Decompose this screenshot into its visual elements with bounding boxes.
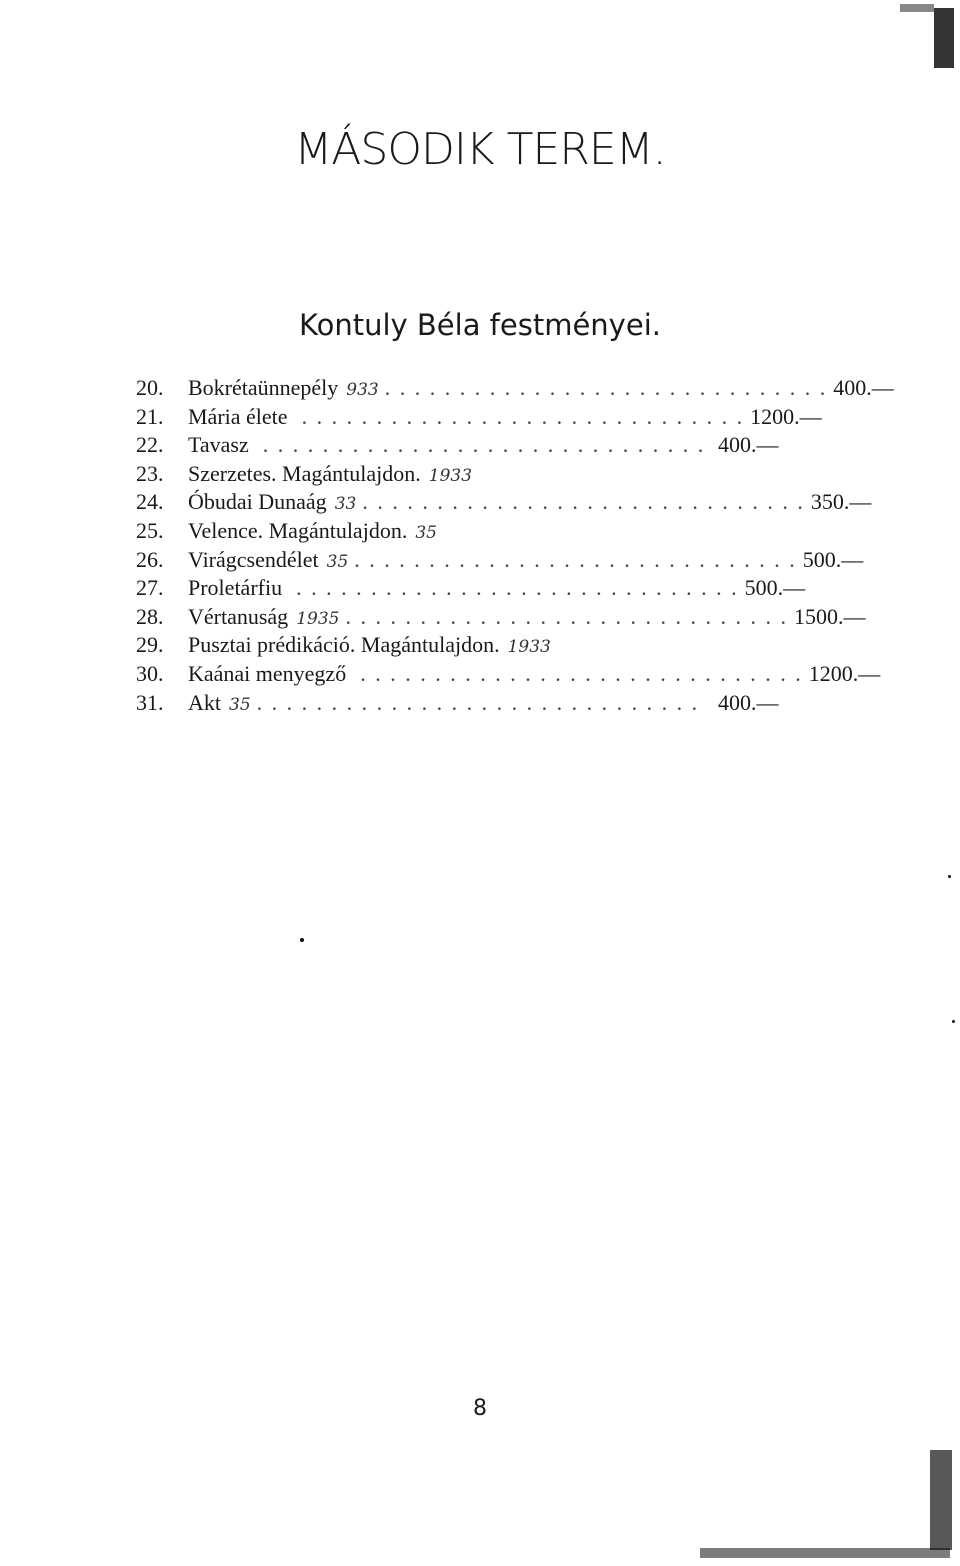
list-item — [136, 689, 810, 718]
entry-number: 28. — [136, 603, 164, 629]
entry-title: Virágcsendélet — [188, 546, 319, 572]
handwritten-note: 35 — [326, 551, 349, 572]
dot-leader: . . . . . . . . . . . . . . . . . . . . . . . . . . . . . . — [362, 489, 805, 515]
scan-speck — [952, 1020, 955, 1023]
list-item — [136, 460, 810, 489]
handwritten-note: 1935 — [296, 608, 340, 629]
handwritten-note: 35 — [229, 694, 251, 715]
entry-title: Bokrétaünnepély — [188, 375, 339, 400]
scan-edge-mark — [700, 1548, 950, 1558]
entry-price: 400.— — [718, 432, 779, 458]
entry-number: 25. — [136, 517, 164, 543]
entry-number: 27. — [136, 575, 164, 601]
dot-leader: . . . . . . . . . . . . . . . . . . . . . . . . . . . . . . — [301, 403, 745, 429]
entry-price: 1500.— — [793, 603, 866, 629]
list-item — [136, 546, 864, 575]
list-item — [136, 431, 810, 460]
entry-title: Pusztai prédikáció. Magántulajdon. — [188, 632, 500, 658]
handwritten-note: 33 — [334, 494, 357, 515]
scan-edge-mark — [934, 8, 954, 68]
entry-number: 26. — [136, 546, 164, 572]
entry-number: 21. — [136, 403, 164, 429]
entry-title: Tavasz — [188, 432, 249, 458]
dot-leader: . . . . . . . . . . . . . . . . . . . . . . . . . . . . . . — [360, 660, 803, 686]
entry-number: 31. — [136, 689, 164, 715]
list-item — [136, 403, 822, 432]
scan-speck — [300, 938, 304, 942]
entry-number: 24. — [136, 489, 164, 515]
list-item — [136, 374, 894, 403]
scan-edge-mark — [900, 4, 934, 12]
list-item — [136, 631, 810, 660]
entry-title: Szerzetes. Magántulajdon. — [188, 460, 421, 486]
entry-price: 500.— — [744, 575, 806, 601]
page-number: 8 — [473, 1396, 487, 1421]
list-item — [136, 660, 881, 689]
handwritten-note: 1933 — [507, 637, 551, 658]
scan-speck — [948, 875, 951, 878]
section-title: Kontuly Béla festményei. — [299, 308, 661, 342]
entry-price: 1200.— — [808, 660, 881, 686]
list-item — [136, 488, 872, 517]
entry-title: Akt — [188, 689, 221, 715]
entry-price: 500.— — [802, 546, 864, 572]
page-title: MÁSODIK TEREM. — [294, 124, 666, 175]
entry-title: Velence. Magántulajdon. — [188, 517, 408, 543]
handwritten-note: 933 — [346, 380, 379, 400]
painting-list — [136, 374, 894, 717]
entry-number: 20. — [136, 375, 164, 400]
handwritten-note: 35 — [415, 522, 437, 543]
entry-price: 400.— — [833, 375, 894, 400]
dot-leader: . . . . . . . . . . . . . . . . . . . . . . . . . . . . . . — [262, 432, 706, 458]
entry-price: 1200.— — [750, 403, 822, 429]
dot-leader: . . . . . . . . . . . . . . . . . . . . . . . . . . . . . . — [256, 689, 700, 715]
dot-leader: . . . . . . . . . . . . . . . . . . . . . . . . . . . . . . — [345, 603, 788, 629]
entry-number: 23. — [136, 460, 164, 486]
entry-number: 29. — [136, 632, 164, 658]
list-item — [136, 574, 810, 603]
list-item — [136, 517, 810, 546]
entry-price: 400.— — [718, 689, 779, 715]
entry-title: Óbudai Dunaág — [188, 489, 327, 515]
handwritten-note: 1933 — [428, 465, 473, 486]
entry-title: Proletárfiu — [188, 575, 283, 601]
dot-leader: . . . . . . . . . . . . . . . . . . . . . . . . . . . . . . — [296, 575, 739, 601]
dot-leader: . . . . . . . . . . . . . . . . . . . . . . . . . . . . . . — [384, 375, 828, 400]
entry-title: Vértanuság — [188, 603, 289, 629]
entry-price: 350.— — [810, 489, 872, 515]
entry-number: 22. — [136, 432, 164, 458]
scan-edge-mark — [930, 1450, 952, 1550]
entry-title: Mária élete — [188, 403, 288, 429]
entry-title: Kaánai menyegző — [188, 660, 347, 686]
entry-number: 30. — [136, 660, 164, 686]
list-item — [136, 603, 866, 632]
dot-leader: . . . . . . . . . . . . . . . . . . . . . . . . . . . . . . — [354, 546, 797, 572]
